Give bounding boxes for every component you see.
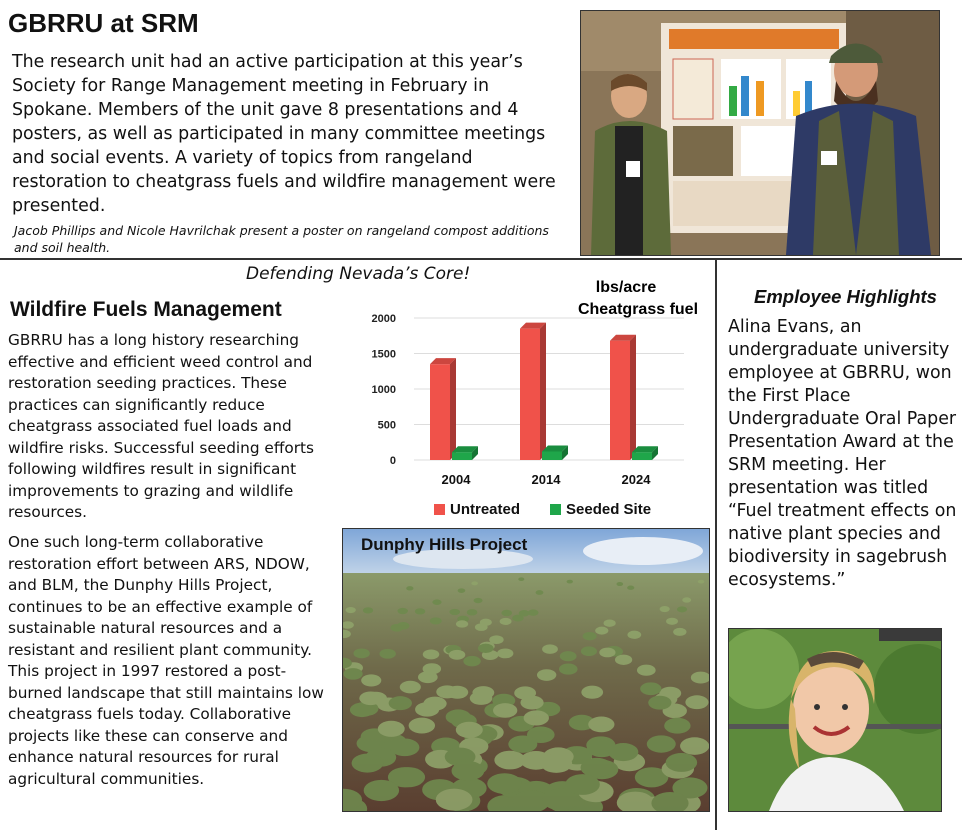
- cheatgrass-fuel-chart: [344, 268, 710, 524]
- fuels-paragraph-1: GBRRU has a long history researching effective and efficient weed control and restoration seeding practices. These practices can significantly reduce cheatgrass associated fuel loads and wildfire risks. Successful seeding efforts following wildfires result in significant improvements to grazing and wildlife resources.: [8, 331, 314, 521]
- bar-untreated-2024: [610, 335, 636, 460]
- section-divider-vertical: [715, 260, 717, 830]
- employee-highlights-title: Employee Highlights: [754, 286, 937, 307]
- fuels-paragraph-2: One such long-term collaborative restoration effort between ARS, NDOW, and BLM, the Dunphy Hills Project, continues to be an effective example of sustainable natural resources and a resistant and resilient plant community. This project in 1997 restored a post-burned landscape that still maintains low cheatgrass fuels today. Collaborative projects like these can conserve and enhance natural resources for rural agricultural communities.: [8, 533, 324, 788]
- photo-label: Dunphy Hills Project: [361, 535, 528, 554]
- chart-title-line2: Cheatgrass fuel: [577, 301, 699, 318]
- y-tick-label: 2000: [371, 313, 396, 325]
- y-tick-label: 1000: [371, 384, 396, 396]
- photo-caption: Jacob Phillips and Nicole Havrilchak present a poster on rangeland compost additions and soil health.: [14, 223, 549, 255]
- x-tick-label: 2014: [531, 472, 561, 487]
- srm-title: GBRRU at SRM: [8, 8, 199, 38]
- svg-text:Untreated: Untreated: [450, 501, 521, 518]
- svg-text:Seeded Site: Seeded Site: [566, 501, 652, 518]
- x-tick-label: 2004: [441, 472, 471, 487]
- bar-untreated-2004: [430, 358, 456, 460]
- srm-paragraph: The research unit had an active participation at this year’s Society for Range Management meeting in February in Spokane. Members of the unit gave 8 presentations and 4 posters, as well as participated in many committee meetings and social events. A variety of topics from rangeland restoration to cheatgrass fuels and wildfire management were presented.: [12, 52, 556, 216]
- section-divider-horizontal: [0, 258, 962, 260]
- employee-highlights-body: Alina Evans, an undergraduate university employee at GBRRU, won the First Place Undergraduate Oral Paper Presentation Award at the SRM meeting. Her presentation was titled “Fuel treatment effects on native plant species and biodiversity in sagebrush ecosystems.”: [728, 317, 957, 590]
- x-tick-label: 2024: [621, 472, 651, 487]
- employee-portrait-photo: [728, 628, 942, 812]
- y-tick-label: 1500: [371, 348, 396, 361]
- fuels-section-title: Wildfire Fuels Management: [10, 298, 282, 321]
- legend-entry-untreated: [434, 501, 520, 518]
- poster-presentation-photo: [580, 10, 940, 256]
- dunphy-hills-photo: [342, 528, 710, 812]
- y-tick-label: 500: [377, 419, 396, 432]
- tagline: Defending Nevada’s Core!: [246, 264, 471, 284]
- bar-seeded-site-2014: [542, 445, 568, 460]
- chart-title-line1: lbs/acre: [595, 279, 657, 296]
- bar-untreated-2014: [520, 323, 546, 460]
- legend-entry-seeded-site: [550, 501, 651, 518]
- y-tick-label: 0: [389, 455, 396, 467]
